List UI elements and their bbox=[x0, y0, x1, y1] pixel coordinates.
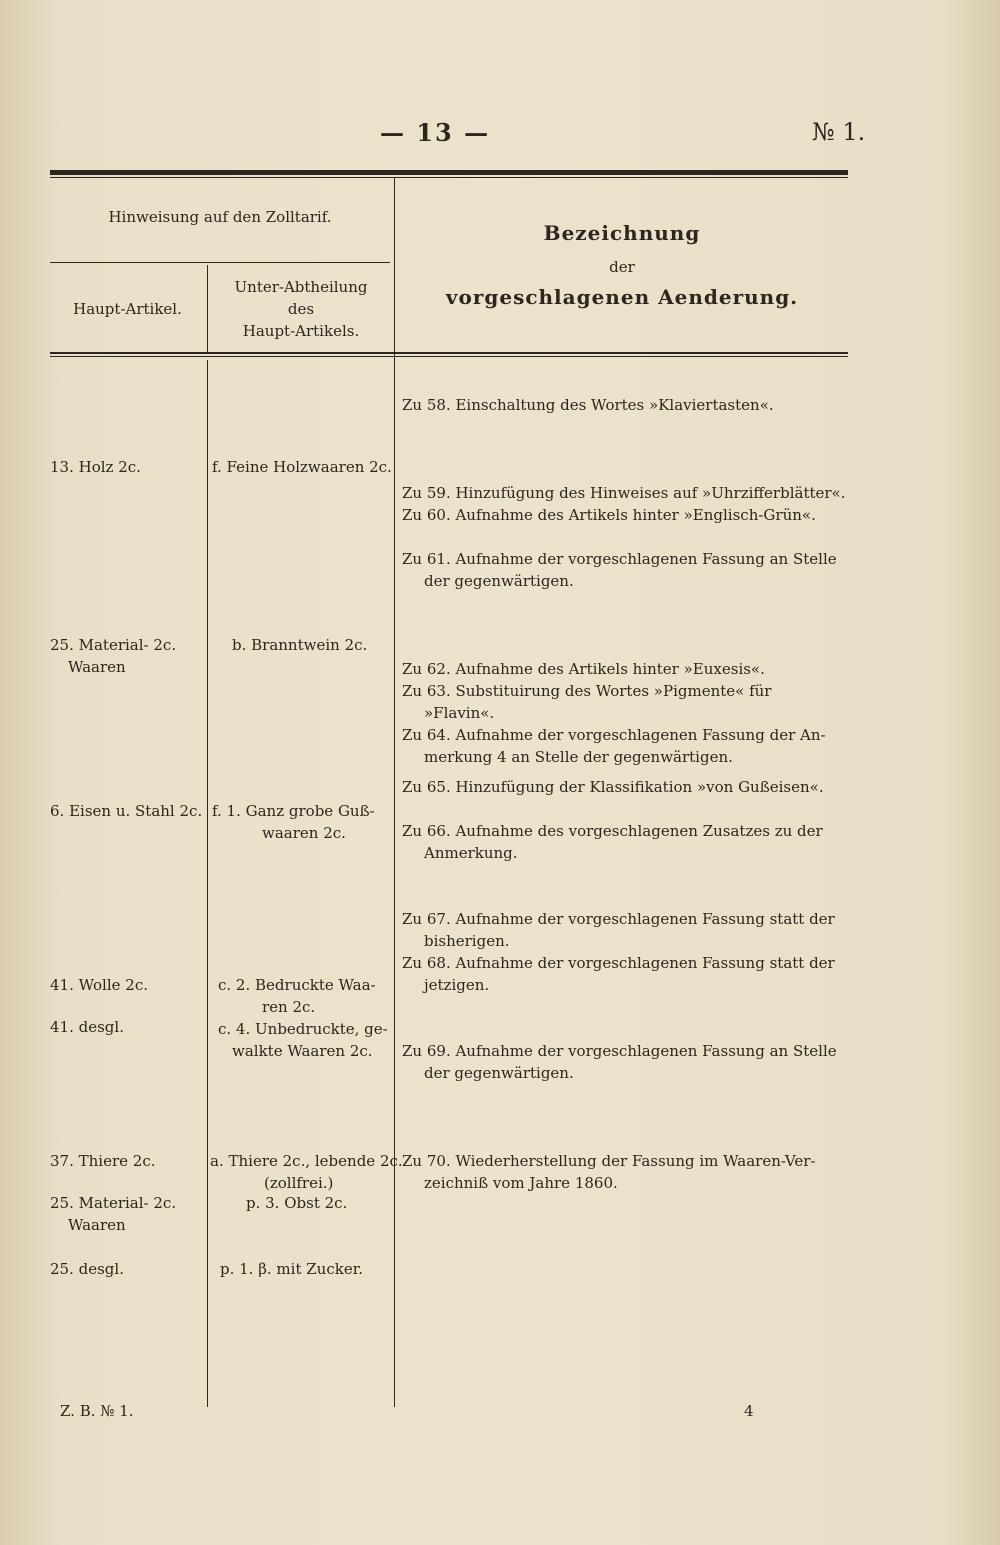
main-article-entry: 25. Material- 2c. bbox=[50, 636, 177, 654]
header-description-line1: Bezeichnung bbox=[543, 221, 701, 245]
header-description-line3: vorgeschlagenen Aenderung. bbox=[445, 285, 799, 309]
subdivision-entry: f. Feine Holzwaaren 2c. bbox=[212, 458, 392, 476]
change-entry: Zu 68. Aufnahme der vorgeschlagenen Fassung statt der bbox=[402, 954, 835, 972]
header-subdivision-line1: Unter-Abtheilung bbox=[234, 278, 368, 296]
change-entry: Zu 66. Aufnahme des vorgeschlagenen Zusatzes zu der bbox=[402, 822, 823, 840]
change-entry: Zu 58. Einschaltung des Wortes »Klaviertasten«. bbox=[402, 396, 774, 414]
change-entry: »Flavin«. bbox=[424, 704, 495, 722]
header-description-line2: der bbox=[609, 258, 635, 276]
main-article-entry: 41. desgl. bbox=[50, 1018, 124, 1036]
footer-sheet-number: 4 bbox=[744, 1402, 754, 1420]
header-bottom-rule-thin bbox=[50, 356, 848, 357]
change-entry: bisherigen. bbox=[424, 932, 510, 950]
main-article-entry: 37. Thiere 2c. bbox=[50, 1152, 156, 1170]
change-entry: Zu 60. Aufnahme des Artikels hinter »Englisch-Grün«. bbox=[402, 506, 816, 524]
change-entry: zeichniß vom Jahre 1860. bbox=[424, 1174, 618, 1192]
subdivision-entry: p. 1. β. mit Zucker. bbox=[220, 1260, 363, 1278]
change-entry: Zu 62. Aufnahme des Artikels hinter »Euxesis«. bbox=[402, 660, 765, 678]
subdivision-entry: b. Branntwein 2c. bbox=[232, 636, 368, 654]
subdivision-entry: (zollfrei.) bbox=[264, 1174, 334, 1192]
subdivision-entry: f. 1. Ganz grobe Guß- bbox=[212, 802, 375, 820]
change-entry: merkung 4 an Stelle der gegenwärtigen. bbox=[424, 748, 733, 766]
page-number: — 13 — bbox=[380, 118, 491, 147]
change-entry: der gegenwärtigen. bbox=[424, 1064, 574, 1082]
header-group-label: Hinweisung auf den Zolltarif. bbox=[108, 208, 332, 226]
top-rule-thick bbox=[50, 170, 848, 175]
subdivision-entry: walkte Waaren 2c. bbox=[232, 1042, 373, 1060]
subdivision-entry: c. 4. Unbedruckte, ge- bbox=[218, 1020, 388, 1038]
main-article-entry: 25. Material- 2c. bbox=[50, 1194, 177, 1212]
main-article-entry: 25. desgl. bbox=[50, 1260, 124, 1278]
change-entry: der gegenwärtigen. bbox=[424, 572, 574, 590]
change-entry: Zu 63. Substituirung des Wortes »Pigmente« für bbox=[402, 682, 772, 700]
change-entry: Zu 59. Hinzufügung des Hinweises auf »Uhrzifferblätter«. bbox=[402, 484, 846, 502]
subdivision-entry: ren 2c. bbox=[262, 998, 316, 1016]
subdivision-entry: a. Thiere 2c., lebende 2c. bbox=[210, 1152, 403, 1170]
column-divider-body bbox=[207, 360, 208, 1407]
main-article-entry: 41. Wolle 2c. bbox=[50, 976, 149, 994]
change-entry: Zu 70. Wiederherstellung der Fassung im Waaren-Ver- bbox=[402, 1152, 816, 1170]
change-entry: Zu 69. Aufnahme der vorgeschlagenen Fassung an Stelle bbox=[402, 1042, 837, 1060]
subdivision-entry: c. 2. Bedruckte Waa- bbox=[218, 976, 376, 994]
main-article-entry: 13. Holz 2c. bbox=[50, 458, 141, 476]
footer-reference: Z. B. № 1. bbox=[60, 1402, 134, 1420]
change-entry: Zu 64. Aufnahme der vorgeschlagenen Fassung der An- bbox=[402, 726, 826, 744]
header-subdivision-line3: Haupt-Artikels. bbox=[242, 322, 360, 340]
main-article-entry: 6. Eisen u. Stahl 2c. bbox=[50, 802, 203, 820]
change-entry: jetzigen. bbox=[424, 976, 490, 994]
main-article-entry: Waaren bbox=[68, 1216, 126, 1234]
top-rule-thin bbox=[50, 177, 848, 178]
subheader-rule bbox=[50, 262, 390, 263]
main-article-entry: Waaren bbox=[68, 658, 126, 676]
document-number: № 1. bbox=[812, 118, 866, 146]
subdivision-entry: waaren 2c. bbox=[262, 824, 346, 842]
column-divider-main bbox=[394, 177, 395, 1407]
change-entry: Zu 67. Aufnahme der vorgeschlagenen Fassung statt der bbox=[402, 910, 835, 928]
header-main-article: Haupt-Artikel. bbox=[73, 300, 182, 318]
header-subdivision-line2: des bbox=[287, 300, 315, 318]
subdivision-entry: p. 3. Obst 2c. bbox=[246, 1194, 348, 1212]
header-bottom-rule bbox=[50, 352, 848, 354]
change-entry: Zu 65. Hinzufügung der Klassifikation »von Gußeisen«. bbox=[402, 778, 824, 796]
change-entry: Zu 61. Aufnahme der vorgeschlagenen Fassung an Stelle bbox=[402, 550, 837, 568]
change-entry: Anmerkung. bbox=[424, 844, 518, 862]
